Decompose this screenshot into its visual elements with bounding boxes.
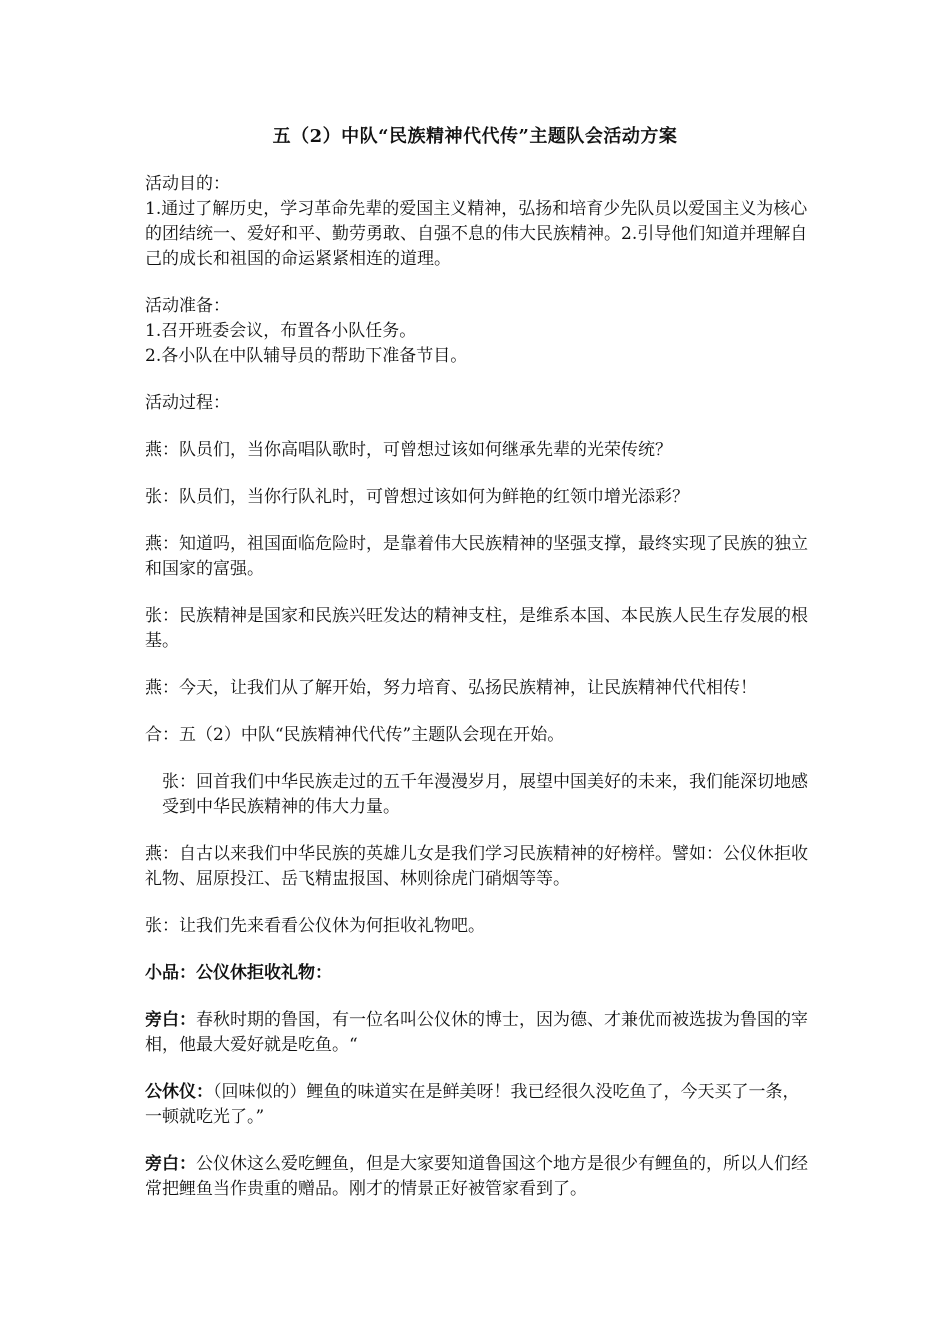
dialogue-line: 燕：队员们，当你高唱队歌时，可曾想过该如何继承先辈的光荣传统？ bbox=[145, 440, 672, 460]
skit-heading: 小品：公仪休拒收礼物： bbox=[145, 963, 332, 983]
dialogue-line: 燕：自古以来我们中华民族的英雄儿女是我们学习民族精神的好榜样。譬如：公仪休拒收礼物、屈原投江、岳飞精盅报国、林则徐虎门硝烟等等。 bbox=[145, 844, 808, 889]
skit-speaker: 旁白： bbox=[145, 1154, 196, 1174]
skit-text: 公仪休这么爱吃鲤鱼，但是大家要知道鲁国这个地方是很少有鲤鱼的，所以人们经常把鲤鱼当作贵重的赠品。刚才的情景正好被管家看到了。 bbox=[145, 1154, 808, 1199]
dialogue-line: 燕：今天，让我们从了解开始，努力培育、弘扬民族精神，让民族精神代代相传！ bbox=[145, 678, 757, 698]
skit-line bbox=[145, 1152, 810, 1202]
dialogue-line: 张：队员们，当你行队礼时，可曾想过该如何为鲜艳的红领巾增光添彩？ bbox=[145, 487, 689, 507]
skit-text: 春秋时期的鲁国，有一位名叫公仪休的博士，因为德、才兼优而被选拔为鲁国的宰相，他最大爱好就是吃鱼。“ bbox=[145, 1010, 808, 1055]
dialogue-line: 张：让我们先来看看公仪休为何拒收礼物吧。 bbox=[145, 916, 485, 936]
dialogue-line: 张：回首我们中华民族走过的五千年漫漫岁月，展望中国美好的未来，我们能深切地感受到中华民族精神的伟大力量。 bbox=[162, 772, 808, 817]
document-body bbox=[145, 172, 810, 1202]
preparation-item: 2.各小队在中队辅导员的帮助下准备节目。 bbox=[145, 346, 468, 366]
document-title: 五（2）中队“民族精神代代传”主题队会活动方案 bbox=[272, 126, 678, 147]
purpose-heading: 活动目的： bbox=[145, 174, 230, 194]
dialogue-line: 张：民族精神是国家和民族兴旺发达的精神支柱，是维系本国、本民族人民生存发展的根基。 bbox=[145, 606, 808, 651]
skit-speaker: 公休仪： bbox=[145, 1082, 213, 1102]
skit-line bbox=[145, 1008, 810, 1058]
skit-line bbox=[145, 1080, 810, 1130]
dialogue-line: 合：五（2）中队“民族精神代代传”主题队会现在开始。 bbox=[145, 725, 565, 745]
preparation-item: 1.召开班委会议，布置各小队任务。 bbox=[145, 321, 417, 341]
skit-text: （回味似的）鲤鱼的味道实在是鲜美呀！我已经很久没吃鱼了，今天买了一条，一顿就吃光了。” bbox=[145, 1082, 800, 1127]
dialogue-line: 燕：知道吗，祖国面临危险时，是靠着伟大民族精神的坚强支撑，最终实现了民族的独立和国家的富强。 bbox=[145, 534, 808, 579]
preparation-heading: 活动准备： bbox=[145, 296, 230, 316]
skit-speaker: 旁白： bbox=[145, 1010, 196, 1030]
process-heading: 活动过程： bbox=[145, 393, 230, 413]
purpose-text: 1.通过了解历史，学习革命先辈的爱国主义精神，弘扬和培育少先队员以爱国主义为核心的团结统一、爱好和平、勤劳勇敢、自强不息的伟大民族精神。2.引导他们知道并理解自己的成长和祖国的命运紧紧相连的道理。 bbox=[145, 199, 808, 269]
